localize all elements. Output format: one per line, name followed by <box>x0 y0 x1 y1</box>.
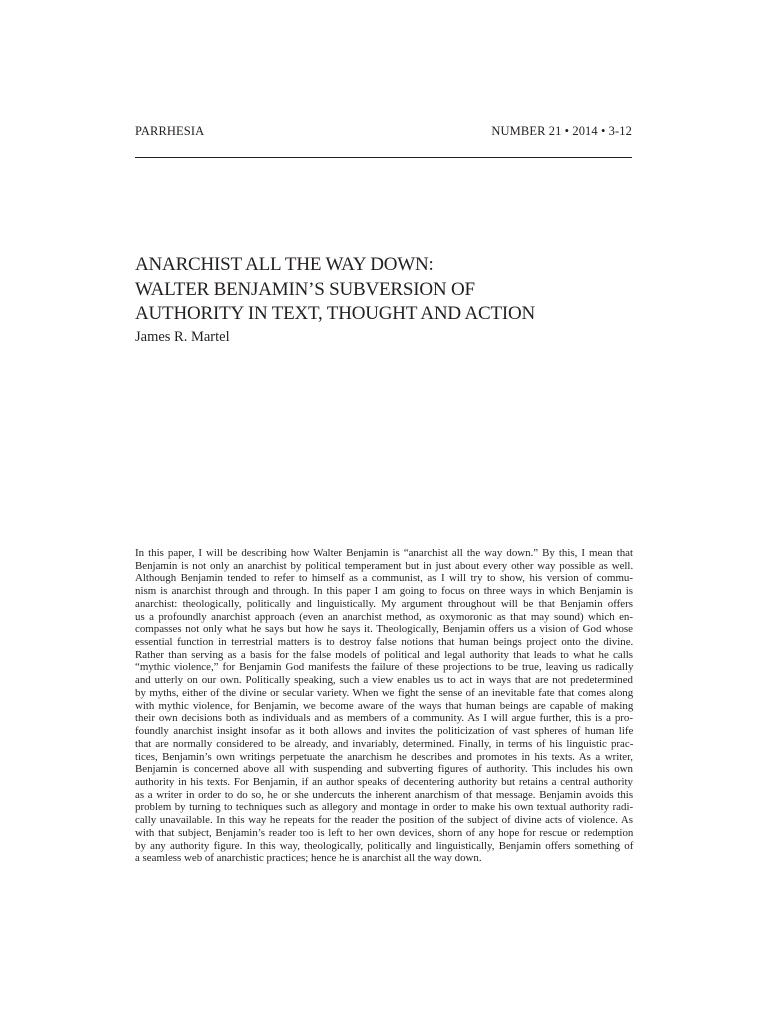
article-title-block <box>135 253 655 346</box>
abstract-line: us a profoundly anarchist approach (even an anarchist method, as oxymoronic as that may sound) which en- <box>135 610 633 623</box>
abstract-line: Benjamin is not only an anarchist by political temperament but in just about every other way possible as well. <box>135 559 634 572</box>
abstract-line: In this paper, I will be describing how Walter Benjamin is “anarchist all the way down.” By this, I mean that <box>135 547 633 559</box>
abstract-line: anarchist: theologically, politically and linguistically. My argument throughout will be that Benjamin offers <box>135 597 633 610</box>
abstract-line: their own decisions both as individuals and as members of a community. As I will argue further, this is a pro- <box>135 712 633 725</box>
abstract-line: foundly anarchist insight insofar as it both allows and invites the politicization of vast spheres of human life <box>135 725 634 738</box>
abstract-line: Although Benjamin tended to refer to himself as a communist, as I will try to show, his version of commu- <box>135 572 633 585</box>
abstract-line: and utterly on our own. Politically speaking, such a view enables us to act in ways that are not predetermined <box>135 674 633 687</box>
abstract-line: with that subject, Benjamin’s reader too is left to her own devices, shorn of any hope for rescue or redemption <box>135 826 634 839</box>
abstract-line: a seamless web of anarchistic practices; hence he is anarchist all the way down. <box>135 852 482 865</box>
header-rule <box>135 157 632 158</box>
abstract-line: tices, Benjamin’s own writings perpetuate the anarchism he describes and promotes in his texts. As a writer, <box>135 750 633 763</box>
abstract-line: that are normally considered to be already, and invariably, determined. Finally, in terms of his linguistic prac- <box>135 737 634 750</box>
abstract-line: Benjamin is concerned above all with suspending and subverting figures of authority. This includes his own <box>135 763 633 776</box>
abstract-line: by myths, either of the divine or secular variety. When we fight the sense of an inevitable fate that comes along <box>135 686 634 699</box>
abstract-line: by any authority figure. In this way, theologically, politically and linguistically, Benjamin offers something of <box>135 839 634 852</box>
journal-name: PARRHESIA <box>135 124 205 138</box>
abstract-line: compasses not only what he says but how he says it. Theologically, Benjamin offers us a vision of God whose <box>135 623 633 636</box>
abstract-line: authority in his texts. For Benjamin, if an author speaks of decentering authority but retains a central authority <box>135 775 633 788</box>
abstract-line: as a writer in order to do so, he or she undercuts the inherent anarchism of that message. Benjamin avoids this <box>135 788 634 801</box>
running-head <box>135 124 632 144</box>
abstract-line: essential function in terrestrial matters is to destroy false notions that human beings project onto the divine. <box>135 636 634 649</box>
abstract-line: “mythic violence,” for Benjamin God manifests the failure of these projections to be true, leaving us radically <box>135 661 634 674</box>
issue-info: NUMBER 21 • 2014 • 3-12 <box>491 124 632 138</box>
article-title-line: ANARCHIST ALL THE WAY DOWN: <box>135 254 434 275</box>
abstract-line: problem by turning to techniques such as allegory and montage in order to make his own textual authority radi- <box>135 801 634 814</box>
article-title-line: WALTER BENJAMIN’S SUBVERSION OF <box>135 278 475 300</box>
abstract-line: Rather than serving as a basis for the false models of political and legal authority that leads to what he calls <box>135 648 633 661</box>
abstract-line: nism is anarchist through and through. In this paper I am going to focus on three ways in which Benjamin is <box>135 585 633 598</box>
abstract-line: cally unavailable. In this way he repeats for the reader the position of the subject of divine acts of violence. As <box>135 814 633 827</box>
author-name: James R. Martel <box>135 328 230 345</box>
abstract-paragraph <box>135 547 633 865</box>
article-title-line: AUTHORITY IN TEXT, THOUGHT AND ACTION <box>135 303 536 324</box>
abstract-line: with mythic violence, for Benjamin, we become aware of the ways that human beings are capable of making <box>135 699 634 712</box>
